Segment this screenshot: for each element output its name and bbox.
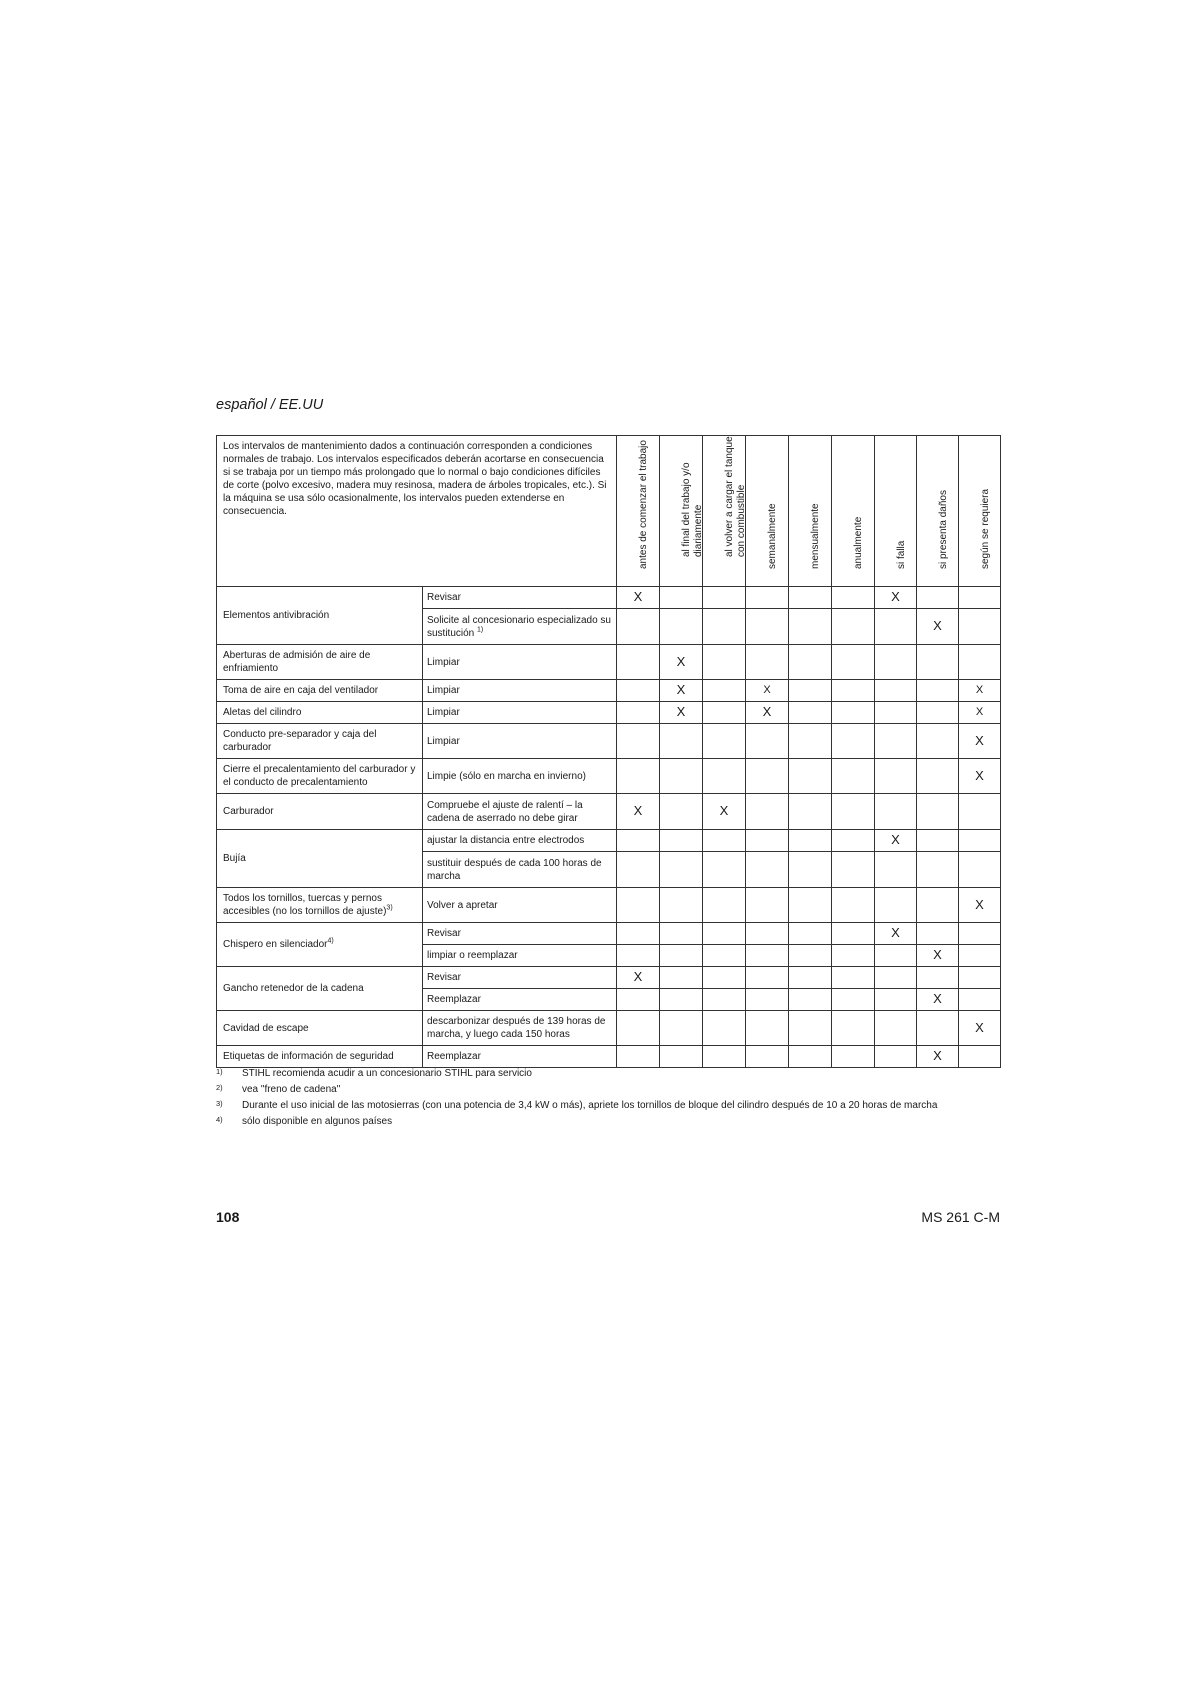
model-label: MS 261 C-M bbox=[921, 1209, 1000, 1225]
interval-header: al volver a cargar el tanque con combustible bbox=[703, 436, 746, 587]
table-row bbox=[217, 702, 1001, 724]
check-mark: X bbox=[703, 794, 746, 830]
interval-header: si falla bbox=[875, 436, 917, 587]
action-cell: descarbonizar después de 139 horas de marcha, y luego cada 150 horas bbox=[423, 1011, 617, 1046]
action-cell: Reemplazar bbox=[423, 989, 617, 1011]
check-mark: X bbox=[875, 923, 917, 945]
table-row bbox=[217, 1011, 1001, 1046]
check-mark: X bbox=[875, 830, 917, 852]
table-row bbox=[217, 967, 1001, 989]
table-row bbox=[217, 680, 1001, 702]
check-mark: X bbox=[746, 680, 789, 702]
table-row bbox=[217, 794, 1001, 830]
component-cell: Aletas del cilindro bbox=[217, 702, 423, 724]
action-cell: Volver a apretar bbox=[423, 888, 617, 923]
check-mark: X bbox=[875, 587, 917, 609]
action-cell: Limpiar bbox=[423, 702, 617, 724]
action-cell: Limpie (sólo en marcha en invierno) bbox=[423, 759, 617, 794]
check-mark: X bbox=[959, 724, 1001, 759]
intro-text: Los intervalos de mantenimiento dados a continuación corresponden a condiciones normales de trabajo. Los intervalos especificados deberán acortarse en consecuencia si se trabaja por un tiempo más prolongado que lo normal o bajo condiciones difíciles de corte (polvo excesivo, madera muy resinosa, madera de árboles tropicales, etc.). Si la máquina se usa sólo ocasionalmente, los intervalos pueden extenderse en consecuencia. bbox=[217, 436, 617, 587]
footnote: 3) Durante el uso inicial de las motosierras (con una potencia de 3,4 kW o más), apriete los tornillos de bloque del cilindro después de 10 a 20 horas de marcha bbox=[216, 1099, 938, 1111]
check-mark: X bbox=[660, 680, 703, 702]
interval-header: anualmente bbox=[832, 436, 875, 587]
table-row bbox=[217, 923, 1001, 945]
component-cell: Etiquetas de información de seguridad bbox=[217, 1046, 423, 1068]
component-cell: Cierre el precalentamiento del carburador y el conducto de precalentamiento bbox=[217, 759, 423, 794]
action-cell: Limpiar bbox=[423, 680, 617, 702]
interval-header: semanalmente bbox=[746, 436, 789, 587]
table-row bbox=[217, 830, 1001, 852]
component-cell: Chispero en silenciador$^{4)}$ bbox=[217, 923, 423, 967]
check-mark: X bbox=[959, 759, 1001, 794]
table-row bbox=[217, 587, 1001, 609]
action-cell: Revisar bbox=[423, 587, 617, 609]
footnote-ref: 3) bbox=[386, 904, 393, 912]
action-cell: sustituir después de cada 100 horas de marcha bbox=[423, 852, 617, 888]
component-cell: Aberturas de admisión de aire de enfriamiento bbox=[217, 645, 423, 680]
component-cell: Elementos antivibración bbox=[217, 587, 423, 645]
check-mark: X bbox=[617, 967, 660, 989]
check-mark: X bbox=[917, 1046, 959, 1068]
table-row bbox=[217, 888, 1001, 923]
interval-header: mensualmente bbox=[789, 436, 832, 587]
component-cell: Bujía bbox=[217, 830, 423, 888]
action-cell: Limpiar bbox=[423, 724, 617, 759]
check-mark: X bbox=[660, 645, 703, 680]
action-cell: Revisar bbox=[423, 923, 617, 945]
interval-header: al final del trabajo y/o diariamente bbox=[660, 436, 703, 587]
check-mark: X bbox=[959, 1011, 1001, 1046]
action-cell: Limpiar bbox=[423, 645, 617, 680]
check-mark: X bbox=[746, 702, 789, 724]
footnote: 2) vea "freno de cadena" bbox=[216, 1083, 341, 1095]
table-row bbox=[217, 1046, 1001, 1068]
table-row bbox=[217, 645, 1001, 680]
interval-header: si presenta daños bbox=[917, 436, 959, 587]
component-cell: Carburador bbox=[217, 794, 423, 830]
action-cell: ajustar la distancia entre electrodos bbox=[423, 830, 617, 852]
check-mark: X bbox=[959, 702, 1001, 724]
check-mark: X bbox=[617, 587, 660, 609]
check-mark: X bbox=[959, 888, 1001, 923]
check-mark: X bbox=[917, 989, 959, 1011]
table-row bbox=[217, 759, 1001, 794]
interval-header: según se requiera bbox=[959, 436, 1001, 587]
language-label: español / EE.UU bbox=[216, 397, 324, 413]
footnote: 1) STIHL recomienda acudir a un concesionario STIHL para servicio bbox=[216, 1067, 532, 1079]
check-mark: X bbox=[660, 702, 703, 724]
interval-header: antes de comenzar el trabajo bbox=[617, 436, 660, 587]
footnote: 4) sólo disponible en algunos países bbox=[216, 1115, 393, 1127]
action-cell: limpiar o reemplazar bbox=[423, 945, 617, 967]
action-cell: Revisar bbox=[423, 967, 617, 989]
component-cell: Conducto pre-separador y caja del carburador bbox=[217, 724, 423, 759]
component-cell: Toma de aire en caja del ventilador bbox=[217, 680, 423, 702]
action-cell: Reemplazar bbox=[423, 1046, 617, 1068]
check-mark: X bbox=[917, 945, 959, 967]
component-cell: Gancho retenedor de la cadena bbox=[217, 967, 423, 1011]
header-row bbox=[217, 436, 1001, 587]
check-mark: X bbox=[959, 680, 1001, 702]
table-row bbox=[217, 724, 1001, 759]
action-cell: Solicite al concesionario especializado su sustitución $^{1)}$ bbox=[423, 609, 617, 645]
maintenance-table bbox=[216, 435, 1001, 1068]
component-cell: Todos los tornillos, tuercas y pernos accesibles (no los tornillos de ajuste)$^{3)}$ bbox=[217, 888, 423, 923]
check-mark: X bbox=[617, 794, 660, 830]
component-cell: Cavidad de escape bbox=[217, 1011, 423, 1046]
action-cell: Compruebe el ajuste de ralentí – la cadena de aserrado no debe girar bbox=[423, 794, 617, 830]
page-number: 108 bbox=[216, 1209, 240, 1225]
check-mark: X bbox=[917, 609, 959, 645]
footnote-ref: 1) bbox=[477, 626, 484, 634]
footnote-ref: 4) bbox=[327, 937, 334, 945]
